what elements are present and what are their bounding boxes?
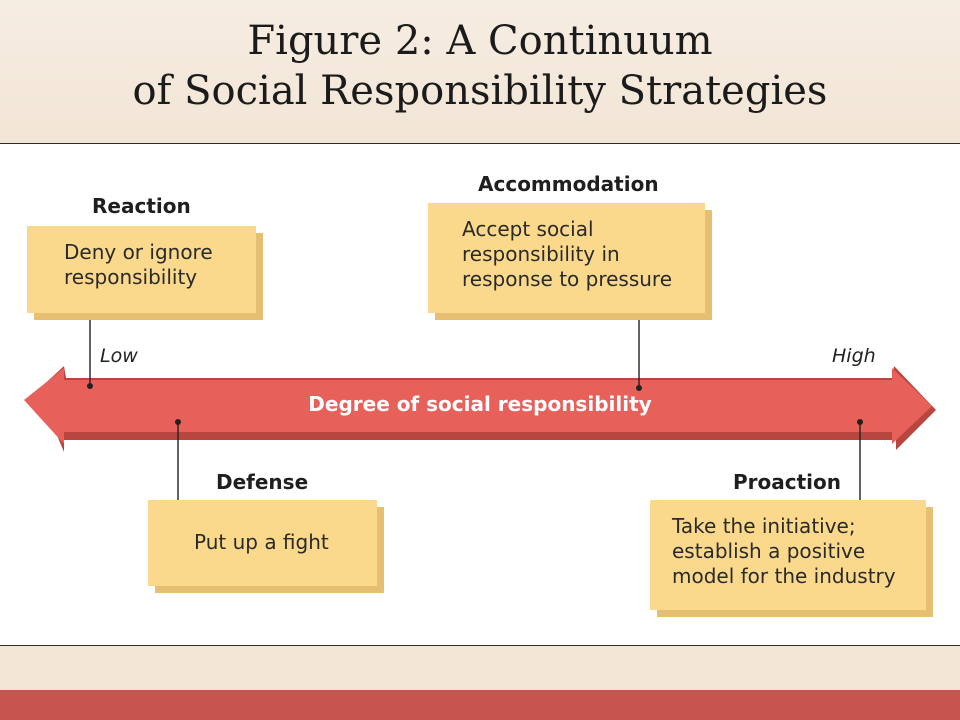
accommodation-heading: Accommodation (478, 172, 659, 196)
proaction-description: Take the initiative; establish a positive model for the industry (672, 514, 896, 588)
axis-label: Degree of social responsibility (308, 392, 652, 416)
defense-heading: Defense (216, 470, 309, 494)
reaction-box (27, 226, 256, 313)
accommodation-description: Accept social responsibility in response to pressure (462, 217, 673, 291)
proaction-dot (857, 419, 863, 425)
continuum-diagram (0, 144, 960, 645)
proaction-heading: Proaction (733, 470, 842, 494)
reaction-dot (87, 383, 93, 389)
axis-low-label: Low (100, 345, 138, 367)
reaction-description: Deny or ignore responsibility (64, 240, 213, 289)
accommodation-box (428, 203, 705, 313)
bottom-band (0, 690, 960, 720)
bottom-area (0, 646, 960, 690)
axis-high-label: High (832, 345, 876, 367)
slide-title (0, 16, 960, 116)
proaction-box (650, 500, 926, 610)
title-area (0, 0, 960, 143)
defense-dot (175, 419, 181, 425)
accommodation-dot (636, 385, 642, 391)
defense-description: Put up a fight (194, 530, 329, 554)
slide-title-line-1: Figure 2: A Continuum (247, 18, 713, 64)
slide-title-line-2: of Social Responsibility Strategies (132, 68, 828, 114)
defense-box (148, 500, 377, 586)
reaction-heading: Reaction (92, 194, 191, 218)
